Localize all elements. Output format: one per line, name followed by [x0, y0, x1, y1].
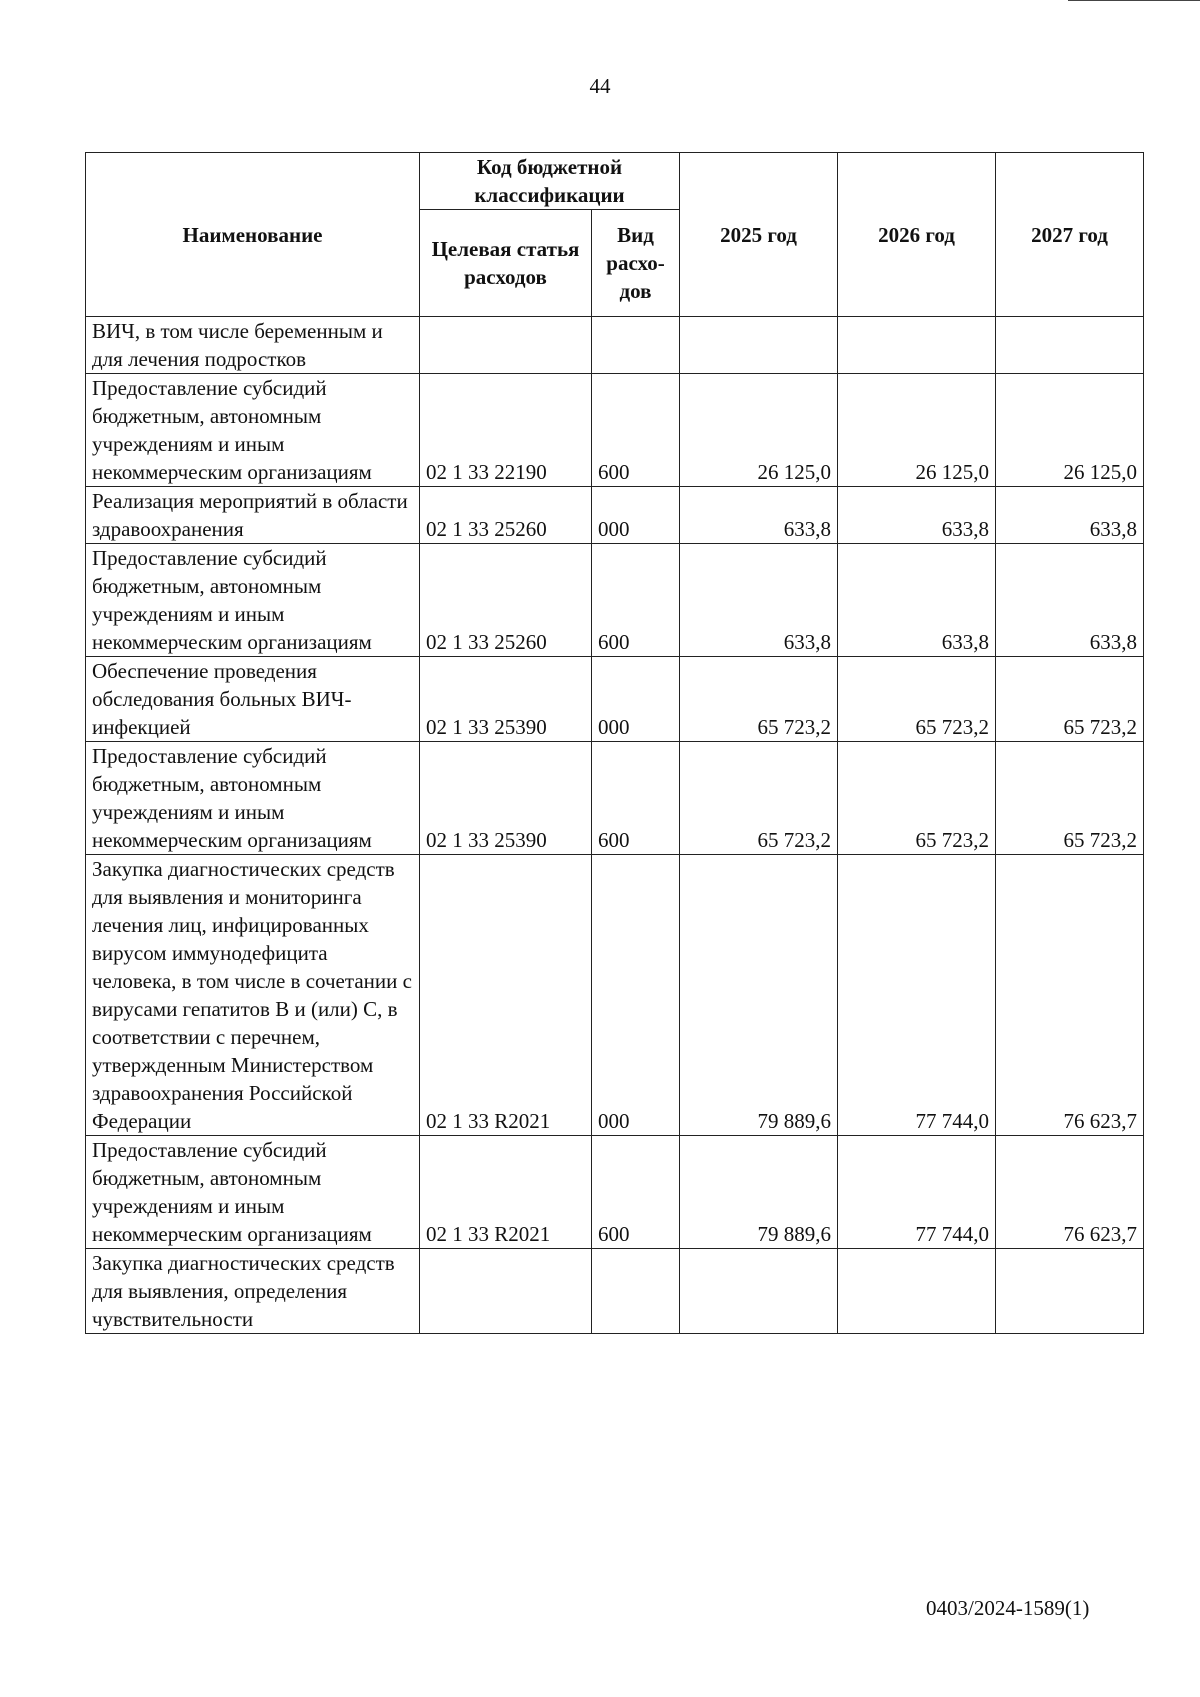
row-name: Предоставление субсидий бюджетным, автономным учреждениям и иным некоммерческим организациям	[86, 374, 420, 487]
page-number: 44	[589, 74, 611, 98]
row-expense-type: 600	[592, 544, 680, 657]
header-year-2025: 2025 год	[680, 153, 838, 317]
table-row	[86, 1249, 1144, 1334]
row-value-2026: 633,8	[838, 487, 996, 544]
row-value-2025: 65 723,2	[680, 657, 838, 742]
row-value-2025	[680, 317, 838, 374]
row-target-article: 02 1 33 R2021	[420, 1136, 592, 1249]
row-value-2027: 633,8	[996, 487, 1144, 544]
row-value-2025	[680, 1249, 838, 1334]
row-target-article: 02 1 33 25260	[420, 544, 592, 657]
row-name: Закупка диагностических средств для выявления, определения чувствительности	[86, 1249, 420, 1334]
header-year-2027: 2027 год	[996, 153, 1144, 317]
row-expense-type	[592, 317, 680, 374]
top-right-rule	[1068, 0, 1200, 1]
document-code: 0403/2024-1589(1)	[926, 1596, 1090, 1620]
budget-table	[85, 152, 1144, 1334]
header-year-2026: 2026 год	[838, 153, 996, 317]
header-expense-type: Вид расхо-дов	[592, 210, 680, 317]
row-value-2027: 633,8	[996, 544, 1144, 657]
row-value-2027	[996, 1249, 1144, 1334]
row-value-2027: 65 723,2	[996, 657, 1144, 742]
row-target-article: 02 1 33 22190	[420, 374, 592, 487]
header-target-article: Целевая статья расходов	[420, 210, 592, 317]
row-value-2026	[838, 317, 996, 374]
row-value-2026: 65 723,2	[838, 742, 996, 855]
header-code-group: Код бюджетной классификации	[420, 153, 680, 210]
row-target-article	[420, 1249, 592, 1334]
table-header	[86, 153, 1144, 317]
table-row	[86, 374, 1144, 487]
row-value-2026: 633,8	[838, 544, 996, 657]
row-name: Закупка диагностических средств для выявления и мониторинга лечения лиц, инфицированных вирусом иммунодефицита человека, в том числе в сочетании с вирусами гепатитов B и (или) C, в соответствии с перечнем, утвержденным Министерством здравоохранения Российской Федерации	[86, 855, 420, 1136]
row-target-article: 02 1 33 25260	[420, 487, 592, 544]
table-row	[86, 544, 1144, 657]
row-expense-type: 000	[592, 855, 680, 1136]
row-target-article: 02 1 33 R2021	[420, 855, 592, 1136]
row-expense-type	[592, 1249, 680, 1334]
table-row	[86, 657, 1144, 742]
table-row	[86, 317, 1144, 374]
header-name: Наименование	[86, 153, 420, 317]
row-value-2025: 633,8	[680, 544, 838, 657]
row-value-2025: 633,8	[680, 487, 838, 544]
table-body	[86, 317, 1144, 1334]
row-expense-type: 000	[592, 487, 680, 544]
row-target-article: 02 1 33 25390	[420, 742, 592, 855]
table-row	[86, 487, 1144, 544]
row-expense-type: 600	[592, 742, 680, 855]
row-name: Предоставление субсидий бюджетным, автономным учреждениям и иным некоммерческим организациям	[86, 1136, 420, 1249]
row-value-2026: 77 744,0	[838, 1136, 996, 1249]
row-value-2027: 26 125,0	[996, 374, 1144, 487]
row-value-2026: 26 125,0	[838, 374, 996, 487]
row-name: Предоставление субсидий бюджетным, автономным учреждениям и иным некоммерческим организациям	[86, 742, 420, 855]
table-row	[86, 855, 1144, 1136]
row-value-2025: 79 889,6	[680, 1136, 838, 1249]
row-name: ВИЧ, в том числе беременным и для лечения подростков	[86, 317, 420, 374]
row-value-2025: 79 889,6	[680, 855, 838, 1136]
row-value-2026: 65 723,2	[838, 657, 996, 742]
row-value-2027: 65 723,2	[996, 742, 1144, 855]
row-expense-type: 000	[592, 657, 680, 742]
row-target-article: 02 1 33 25390	[420, 657, 592, 742]
row-value-2026: 77 744,0	[838, 855, 996, 1136]
row-name: Обеспечение проведения обследования больных ВИЧ-инфекцией	[86, 657, 420, 742]
row-expense-type: 600	[592, 374, 680, 487]
row-value-2025: 65 723,2	[680, 742, 838, 855]
table-row	[86, 742, 1144, 855]
row-name: Предоставление субсидий бюджетным, автономным учреждениям и иным некоммерческим организациям	[86, 544, 420, 657]
row-name: Реализация мероприятий в области здравоохранения	[86, 487, 420, 544]
row-value-2027	[996, 317, 1144, 374]
row-value-2025: 26 125,0	[680, 374, 838, 487]
row-value-2027: 76 623,7	[996, 855, 1144, 1136]
row-target-article	[420, 317, 592, 374]
row-value-2026	[838, 1249, 996, 1334]
table-row	[86, 1136, 1144, 1249]
row-expense-type: 600	[592, 1136, 680, 1249]
row-value-2027: 76 623,7	[996, 1136, 1144, 1249]
